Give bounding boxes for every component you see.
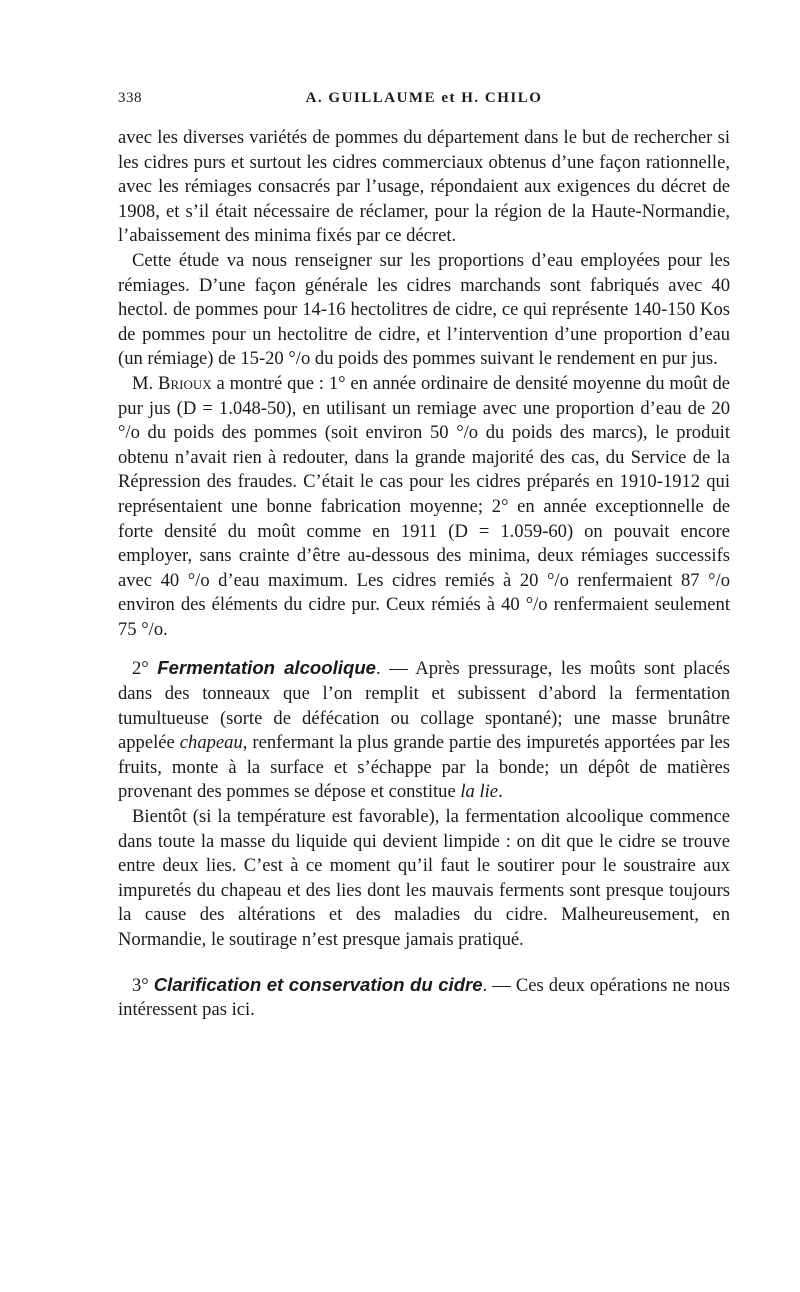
italic-term: la lie	[460, 781, 499, 803]
paragraph: Bientôt (si la température est favorable), la fermentation alcoolique commence dans toute la masse du liquide qui devient limpide : on dit que le cidre se trouve entre deux lies. C’est à ce moment qu’il faut le soutirer pour le soustraire aux impuretés du chapeau et des lies dont les mauvais ferments sont presque toujours la cause des altérations et des maladies du cidre. Malheureusement, en Normandie, le soutirage n’est presque jamais pratiqué.	[118, 806, 730, 950]
paragraph-text: , renfermant la plus grande partie des impuretés apportées par les fruits, monte à la surface et s’échappe par la bonde; un dépôt de matières provenant des pommes se dépose et constitue	[118, 732, 731, 803]
italic-term: chapeau	[179, 732, 243, 754]
body-text	[118, 126, 730, 1023]
page-header	[118, 90, 730, 114]
author-name: Brioux	[158, 372, 212, 394]
section-paragraph	[118, 973, 730, 1023]
paragraph	[118, 372, 730, 643]
section-number: 2°	[132, 658, 158, 680]
section-number: 3°	[132, 974, 154, 996]
author-prefix: M.	[132, 372, 159, 394]
paragraph: avec les diverses variétés de pommes du département dans le but de rechercher si les cidres purs et surtout les cidres commerciaux obtenus d’une façon rationnelle, avec les rémiages consacrés par l’usage, répondaient aux exigences du décret de 1908, et s’il était nécessaire de réclamer, pour la région de la Haute-Normandie, l’abaissement des minima fixés par ce décret.	[118, 127, 730, 247]
paragraph-text: a montré que : 1° en année ordinaire de densité moyenne du moût de pur jus (D = 1.048-50), en utilisant un remiage avec une proportion d’eau de 20 °/o du poids des pommes (soit environ 50 °/o du poids des marcs), le produit obtenu n’avait rien à redouter, dans la grande majorité des cas, du Service de la Répression des fraudes. C’était le cas pour les cidres préparés en 1910-1912 qui représentaient une bonne fabrication moyenne; 2° en année exceptionnelle de forte densité du moût comme en 1911 (D = 1.059-60) on pouvait encore employer, sans crainte d’être au-dessous des minima, deux rémiages successifs avec 40 °/o d’eau maximum. Les cidres remiés à 20 °/o renfermaient 87 °/o environ des éléments du cidre pur. Ceux rémiés à 40 °/o renfermaient seulement 75 °/o.	[118, 372, 730, 640]
section-title: Fermentation alcoolique	[157, 657, 377, 679]
paragraph-text: . — Ces deux opérations ne nous intéressent pas ici.	[118, 974, 730, 1021]
section-paragraph	[118, 656, 730, 805]
page-number: 338	[118, 90, 142, 106]
section-title: Clarification et conservation du cidre	[153, 973, 483, 995]
running-title: A. GUILLAUME et H. CHILO	[305, 90, 543, 106]
paragraph: Cette étude va nous renseigner sur les proportions d’eau employées pour les rémiages. D’une façon générale les cidres marchands sont fabriqués avec 40 hectol. de pommes pour 14-16 hectolitres de cidre, ce qui représente 140-150 Kos de pommes pour un hectolitre de cidre, et l’intervention d’une proportion d’eau (un rémiage) de 15-20 °/o du poids des pommes suivant le rendement en pur jus.	[118, 249, 730, 370]
paragraph-text: . — Après pressurage, les moûts sont placés dans des tonneaux que l’on remplit et subissent d’abord la fermentation tumultueuse (sorte de défécation ou collage spontané); une masse brunâtre appelée	[118, 658, 730, 754]
paragraph-text: .	[498, 781, 503, 803]
